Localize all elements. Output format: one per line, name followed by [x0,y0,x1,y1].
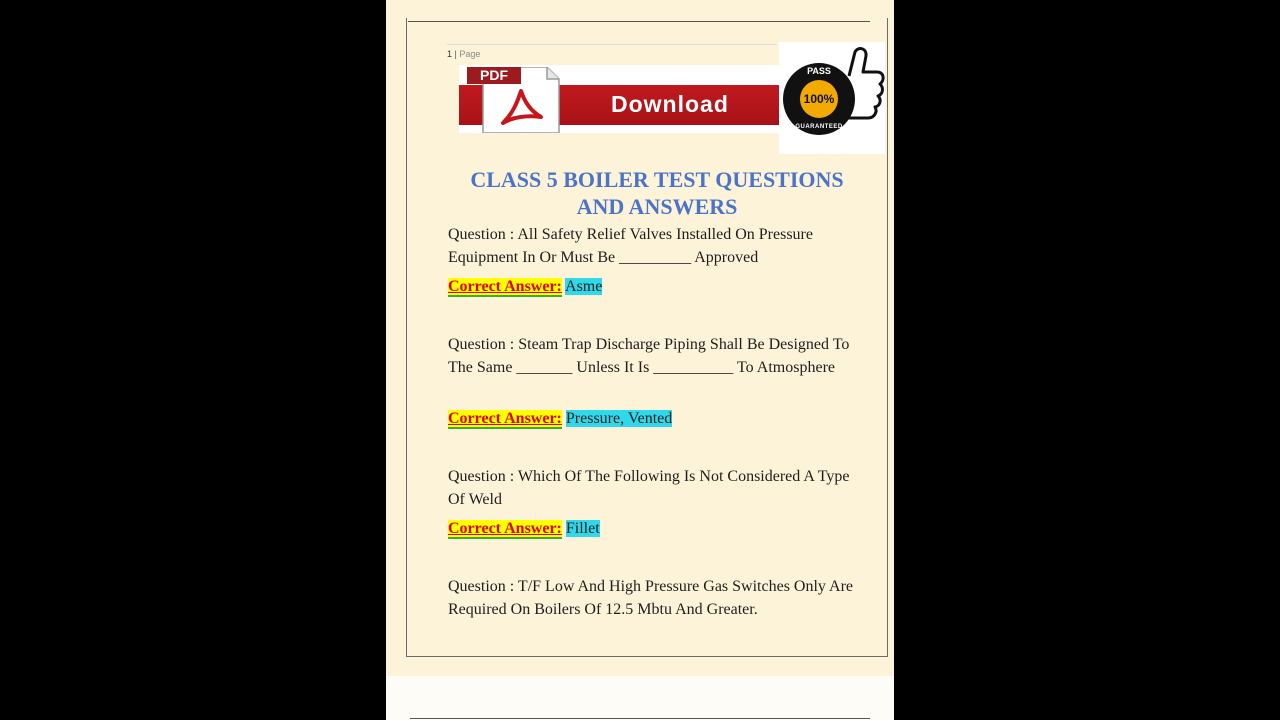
answer-2 [448,409,672,428]
top-rule [408,21,870,22]
answer-value: Asme [565,278,603,295]
pdf-label: PDF [467,67,521,84]
page-title [447,166,867,220]
page-number-separator: | [454,49,457,59]
badge-guaranteed-text: GUARANTEED [795,124,843,130]
badge-percent-text: 100% [803,92,835,106]
pdf-download-banner[interactable] [459,65,779,133]
question-1: Question : All Safety Relief Valves Installed On Pressure Equipment In Or Must Be _________ Approved [448,226,813,266]
page-number-label: Page [459,49,481,59]
answer-label: Correct Answer: [448,410,562,427]
question-2: Question : Steam Trap Discharge Piping Shall Be Designed To The Same _______ Unless It Is __________ To Atmosphere [448,336,850,376]
next-page-header-rule [410,718,870,719]
answer-1 [448,277,602,296]
download-label[interactable]: Download [611,91,729,117]
answer-3 [448,519,600,538]
header-rule [447,44,777,45]
answer-value: Fillet [565,520,600,537]
page-number-value: 1 [447,49,453,59]
title-line-1: CLASS 5 BOILER TEST QUESTIONS [470,167,844,192]
answer-label: Correct Answer: [448,520,562,537]
next-page [386,676,894,720]
question-3: Question : Which Of The Following Is Not Considered A Type Of Weld [448,468,850,508]
badge-pass-text: PASS [807,66,831,76]
page-number [447,49,480,59]
pass-guaranteed-badge [779,42,885,154]
answer-value: Pressure, Vented [565,410,673,427]
answer-label: Correct Answer: [448,278,562,295]
question-4: Question : T/F Low And High Pressure Gas Switches Only Are Required On Boilers Of 12.5 Mbtu And Greater. [448,578,854,618]
title-line-2: AND ANSWERS [576,194,738,219]
